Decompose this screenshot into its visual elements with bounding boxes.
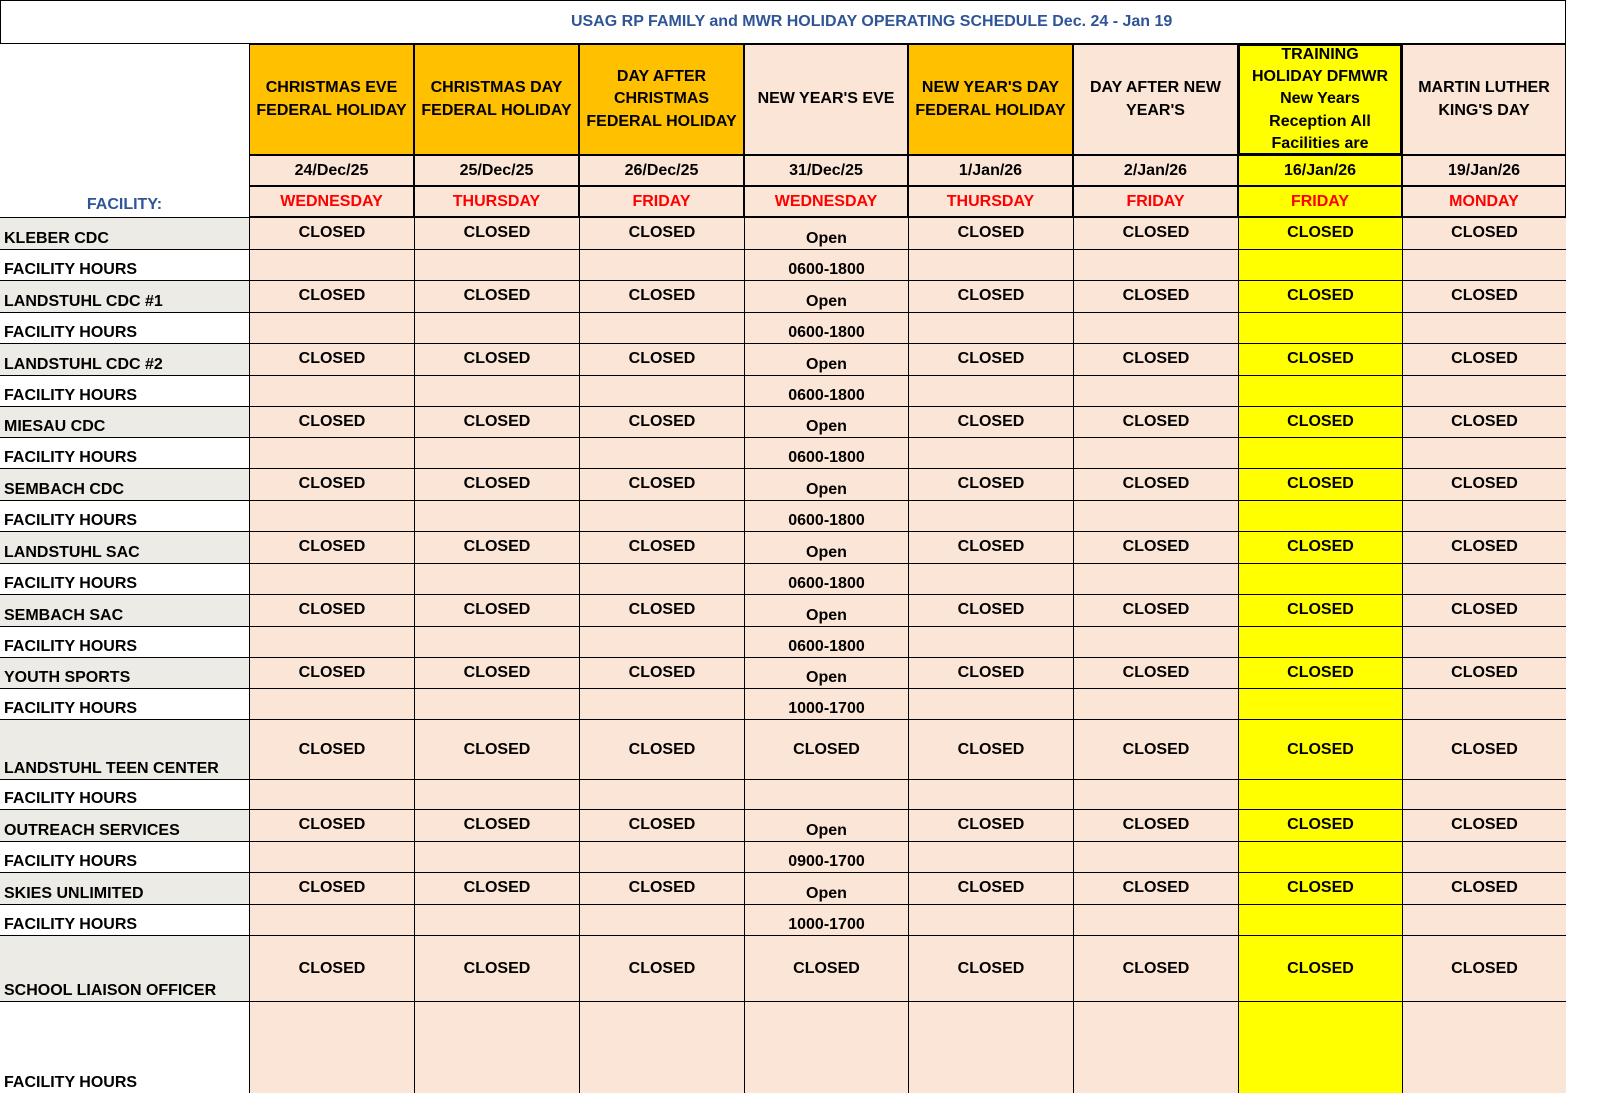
- hours-cell: [414, 437, 579, 468]
- hours-cell: [579, 500, 744, 531]
- column-weekday: THURSDAY: [908, 186, 1073, 217]
- status-cell: Open: [744, 531, 908, 563]
- status-cell: CLOSED: [1402, 809, 1566, 841]
- hours-cell: [1402, 437, 1566, 468]
- status-cell: CLOSED: [1073, 719, 1238, 779]
- hours-cell: [1073, 375, 1238, 406]
- status-cell: CLOSED: [1402, 594, 1566, 626]
- status-cell: CLOSED: [249, 872, 414, 904]
- hours-cell: [414, 375, 579, 406]
- column-date: 16/Jan/26: [1238, 155, 1402, 186]
- status-cell: CLOSED: [1402, 406, 1566, 437]
- column-date: 19/Jan/26: [1402, 155, 1566, 186]
- hours-cell: [1402, 904, 1566, 935]
- hours-cell: [579, 626, 744, 657]
- facility-hours-label: FACILITY HOURS: [0, 249, 249, 280]
- status-cell: CLOSED: [908, 872, 1073, 904]
- hours-cell: [908, 1001, 1073, 1093]
- status-cell: CLOSED: [249, 343, 414, 375]
- hours-cell: [1402, 375, 1566, 406]
- facility-name: SCHOOL LIAISON OFFICER: [0, 935, 249, 1001]
- hours-cell: [908, 841, 1073, 872]
- hours-cell: [1073, 500, 1238, 531]
- hours-cell: [249, 904, 414, 935]
- hours-cell: [249, 1001, 414, 1093]
- hours-cell: [414, 1001, 579, 1093]
- column-header: TRAINING HOLIDAY DFMWR New Years Reception All Facilities are: [1238, 44, 1402, 155]
- hours-cell: [908, 249, 1073, 280]
- hours-cell: [1238, 779, 1402, 809]
- hours-cell: [1238, 563, 1402, 594]
- status-cell: CLOSED: [1238, 719, 1402, 779]
- status-cell: CLOSED: [1238, 935, 1402, 1001]
- hours-cell: [249, 249, 414, 280]
- hours-cell: 1000-1700: [744, 904, 908, 935]
- hours-cell: [414, 688, 579, 719]
- status-cell: CLOSED: [579, 406, 744, 437]
- status-cell: CLOSED: [1402, 217, 1566, 249]
- status-cell: CLOSED: [414, 280, 579, 312]
- status-cell: CLOSED: [1238, 468, 1402, 500]
- page-title: USAG RP FAMILY and MWR HOLIDAY OPERATING SCHEDULE Dec. 24 - Jan 19: [571, 13, 1173, 30]
- hours-cell: 0600-1800: [744, 563, 908, 594]
- status-cell: CLOSED: [1073, 217, 1238, 249]
- status-cell: CLOSED: [908, 657, 1073, 688]
- hours-cell: [414, 500, 579, 531]
- facility-hours-label: FACILITY HOURS: [0, 437, 249, 468]
- hours-cell: [414, 841, 579, 872]
- hours-cell: [1073, 437, 1238, 468]
- facility-name: LANDSTUHL CDC #1: [0, 280, 249, 312]
- column-header: CHRISTMAS DAY FEDERAL HOLIDAY: [414, 44, 579, 155]
- status-cell: CLOSED: [1238, 594, 1402, 626]
- hours-cell: [1238, 500, 1402, 531]
- status-cell: Open: [744, 468, 908, 500]
- column-weekday: WEDNESDAY: [744, 186, 908, 217]
- status-cell: CLOSED: [579, 657, 744, 688]
- status-cell: CLOSED: [908, 935, 1073, 1001]
- hours-cell: [249, 563, 414, 594]
- hours-cell: [908, 626, 1073, 657]
- status-cell: CLOSED: [579, 531, 744, 563]
- status-cell: CLOSED: [1402, 935, 1566, 1001]
- column-weekday: FRIDAY: [1238, 186, 1402, 217]
- hours-cell: [908, 375, 1073, 406]
- status-cell: CLOSED: [1238, 217, 1402, 249]
- status-cell: CLOSED: [249, 217, 414, 249]
- hours-cell: [249, 688, 414, 719]
- hours-cell: [908, 437, 1073, 468]
- hours-cell: [1073, 563, 1238, 594]
- hours-cell: [1073, 779, 1238, 809]
- hours-cell: 0600-1800: [744, 375, 908, 406]
- hours-cell: [579, 688, 744, 719]
- column-header: DAY AFTER NEW YEAR'S: [1073, 44, 1238, 155]
- column-date: 31/Dec/25: [744, 155, 908, 186]
- status-cell: CLOSED: [414, 343, 579, 375]
- facility-column-label: FACILITY:: [86, 196, 163, 213]
- status-cell: CLOSED: [908, 809, 1073, 841]
- status-cell: CLOSED: [579, 594, 744, 626]
- status-cell: CLOSED: [1238, 657, 1402, 688]
- hours-cell: 0600-1800: [744, 437, 908, 468]
- hours-cell: [579, 779, 744, 809]
- hours-cell: [1402, 312, 1566, 343]
- status-cell: CLOSED: [1238, 406, 1402, 437]
- hours-cell: [579, 249, 744, 280]
- status-cell: CLOSED: [414, 468, 579, 500]
- hours-cell: [579, 375, 744, 406]
- hours-cell: 0600-1800: [744, 500, 908, 531]
- hours-cell: [1073, 841, 1238, 872]
- facility-hours-label: FACILITY HOURS: [0, 841, 249, 872]
- hours-cell: 0900-1700: [744, 841, 908, 872]
- facility-name: KLEBER CDC: [0, 217, 249, 249]
- status-cell: CLOSED: [1402, 531, 1566, 563]
- hours-cell: [414, 904, 579, 935]
- status-cell: CLOSED: [579, 280, 744, 312]
- hours-cell: [1402, 841, 1566, 872]
- status-cell: CLOSED: [414, 809, 579, 841]
- hours-cell: [908, 563, 1073, 594]
- hours-cell: [414, 563, 579, 594]
- hours-cell: [1402, 249, 1566, 280]
- hours-cell: 0600-1800: [744, 312, 908, 343]
- hours-cell: [908, 688, 1073, 719]
- status-cell: Open: [744, 217, 908, 249]
- hours-cell: [1073, 904, 1238, 935]
- hours-cell: [579, 1001, 744, 1093]
- facility-name: LANDSTUHL CDC #2: [0, 343, 249, 375]
- hours-cell: 0600-1800: [744, 626, 908, 657]
- hours-cell: [1238, 688, 1402, 719]
- status-cell: CLOSED: [1073, 343, 1238, 375]
- hours-cell: [579, 904, 744, 935]
- status-cell: CLOSED: [908, 719, 1073, 779]
- status-cell: CLOSED: [1402, 280, 1566, 312]
- column-weekday: MONDAY: [1402, 186, 1566, 217]
- hours-cell: [579, 841, 744, 872]
- hours-cell: [1402, 779, 1566, 809]
- facility-name: YOUTH SPORTS: [0, 657, 249, 688]
- facility-name: LANDSTUHL SAC: [0, 531, 249, 563]
- status-cell: CLOSED: [414, 594, 579, 626]
- hours-cell: [414, 249, 579, 280]
- status-cell: CLOSED: [249, 594, 414, 626]
- facility-name: OUTREACH SERVICES: [0, 809, 249, 841]
- facility-name: LANDSTUHL TEEN CENTER: [0, 719, 249, 779]
- hours-cell: [908, 904, 1073, 935]
- status-cell: Open: [744, 872, 908, 904]
- status-cell: CLOSED: [249, 935, 414, 1001]
- status-cell: CLOSED: [1238, 809, 1402, 841]
- status-cell: CLOSED: [249, 809, 414, 841]
- status-cell: CLOSED: [908, 406, 1073, 437]
- column-date: 25/Dec/25: [414, 155, 579, 186]
- hours-cell: [249, 841, 414, 872]
- status-cell: CLOSED: [1238, 531, 1402, 563]
- status-cell: CLOSED: [579, 468, 744, 500]
- status-cell: CLOSED: [908, 468, 1073, 500]
- facility-hours-label: FACILITY HOURS: [0, 500, 249, 531]
- status-cell: CLOSED: [249, 531, 414, 563]
- column-weekday: THURSDAY: [414, 186, 579, 217]
- hours-cell: 0600-1800: [744, 249, 908, 280]
- hours-cell: [744, 779, 908, 809]
- column-header: NEW YEAR'S EVE: [744, 44, 908, 155]
- hours-cell: [908, 500, 1073, 531]
- hours-cell: [1238, 249, 1402, 280]
- status-cell: Open: [744, 280, 908, 312]
- column-weekday: WEDNESDAY: [249, 186, 414, 217]
- facility-hours-label: FACILITY HOURS: [0, 904, 249, 935]
- hours-cell: [249, 779, 414, 809]
- status-cell: CLOSED: [1238, 343, 1402, 375]
- status-cell: CLOSED: [249, 719, 414, 779]
- status-cell: CLOSED: [1402, 468, 1566, 500]
- hours-cell: 1000-1700: [744, 688, 908, 719]
- hours-cell: [1402, 500, 1566, 531]
- hours-cell: [1238, 626, 1402, 657]
- status-cell: Open: [744, 809, 908, 841]
- status-cell: CLOSED: [1073, 468, 1238, 500]
- status-cell: CLOSED: [579, 872, 744, 904]
- status-cell: CLOSED: [579, 217, 744, 249]
- status-cell: CLOSED: [1238, 280, 1402, 312]
- column-weekday: FRIDAY: [1073, 186, 1238, 217]
- facility-hours-label: FACILITY HOURS: [0, 626, 249, 657]
- status-cell: CLOSED: [744, 935, 908, 1001]
- status-cell: CLOSED: [579, 719, 744, 779]
- hours-cell: [1073, 1001, 1238, 1093]
- column-date: 2/Jan/26: [1073, 155, 1238, 186]
- hours-cell: [414, 312, 579, 343]
- status-cell: Open: [744, 594, 908, 626]
- title-bar: [0, 0, 1566, 44]
- status-cell: CLOSED: [908, 594, 1073, 626]
- column-weekday: FRIDAY: [579, 186, 744, 217]
- status-cell: CLOSED: [249, 468, 414, 500]
- hours-cell: [414, 626, 579, 657]
- hours-cell: [249, 312, 414, 343]
- status-cell: CLOSED: [249, 280, 414, 312]
- status-cell: CLOSED: [908, 343, 1073, 375]
- status-cell: CLOSED: [249, 657, 414, 688]
- hours-cell: [1402, 626, 1566, 657]
- status-cell: CLOSED: [414, 872, 579, 904]
- hours-cell: [1402, 1001, 1566, 1093]
- status-cell: CLOSED: [1073, 531, 1238, 563]
- column-date: 24/Dec/25: [249, 155, 414, 186]
- status-cell: CLOSED: [908, 531, 1073, 563]
- column-date: 26/Dec/25: [579, 155, 744, 186]
- facility-hours-label: FACILITY HOURS: [0, 1001, 249, 1093]
- column-header: NEW YEAR'S DAY FEDERAL HOLIDAY: [908, 44, 1073, 155]
- facility-hours-label: FACILITY HOURS: [0, 688, 249, 719]
- hours-cell: [908, 779, 1073, 809]
- hours-cell: [908, 312, 1073, 343]
- hours-cell: [1402, 688, 1566, 719]
- hours-cell: [1238, 312, 1402, 343]
- status-cell: CLOSED: [1238, 872, 1402, 904]
- status-cell: CLOSED: [1073, 935, 1238, 1001]
- status-cell: CLOSED: [1073, 280, 1238, 312]
- hours-cell: [744, 1001, 908, 1093]
- hours-cell: [1238, 904, 1402, 935]
- facility-name: SEMBACH CDC: [0, 468, 249, 500]
- status-cell: CLOSED: [579, 343, 744, 375]
- status-cell: CLOSED: [1073, 406, 1238, 437]
- hours-cell: [1073, 688, 1238, 719]
- hours-cell: [1238, 375, 1402, 406]
- status-cell: CLOSED: [414, 531, 579, 563]
- hours-cell: [414, 779, 579, 809]
- facility-hours-label: FACILITY HOURS: [0, 563, 249, 594]
- status-cell: CLOSED: [1402, 872, 1566, 904]
- hours-cell: [1238, 437, 1402, 468]
- status-cell: CLOSED: [1073, 809, 1238, 841]
- hours-cell: [1402, 563, 1566, 594]
- hours-cell: [1238, 1001, 1402, 1093]
- facility-name: SEMBACH SAC: [0, 594, 249, 626]
- hours-cell: [249, 437, 414, 468]
- hours-cell: [579, 563, 744, 594]
- status-cell: CLOSED: [414, 217, 579, 249]
- status-cell: CLOSED: [1073, 872, 1238, 904]
- column-header: DAY AFTER CHRISTMAS FEDERAL HOLIDAY: [579, 44, 744, 155]
- status-cell: CLOSED: [414, 406, 579, 437]
- status-cell: CLOSED: [414, 719, 579, 779]
- status-cell: CLOSED: [744, 719, 908, 779]
- hours-cell: [1073, 626, 1238, 657]
- hours-cell: [249, 500, 414, 531]
- column-date: 1/Jan/26: [908, 155, 1073, 186]
- hours-cell: [579, 312, 744, 343]
- hours-cell: [249, 375, 414, 406]
- status-cell: CLOSED: [908, 280, 1073, 312]
- hours-cell: [1073, 249, 1238, 280]
- facility-name: MIESAU CDC: [0, 406, 249, 437]
- status-cell: CLOSED: [1402, 657, 1566, 688]
- column-header: MARTIN LUTHER KING'S DAY: [1402, 44, 1566, 155]
- status-cell: CLOSED: [1073, 594, 1238, 626]
- status-cell: CLOSED: [1073, 657, 1238, 688]
- facility-hours-label: FACILITY HOURS: [0, 779, 249, 809]
- status-cell: CLOSED: [908, 217, 1073, 249]
- status-cell: Open: [744, 406, 908, 437]
- status-cell: Open: [744, 657, 908, 688]
- facility-hours-label: FACILITY HOURS: [0, 375, 249, 406]
- status-cell: CLOSED: [414, 657, 579, 688]
- status-cell: CLOSED: [414, 935, 579, 1001]
- status-cell: CLOSED: [249, 406, 414, 437]
- column-header: CHRISTMAS EVE FEDERAL HOLIDAY: [249, 44, 414, 155]
- hours-cell: [1238, 841, 1402, 872]
- status-cell: Open: [744, 343, 908, 375]
- status-cell: CLOSED: [1402, 719, 1566, 779]
- status-cell: CLOSED: [579, 809, 744, 841]
- hours-cell: [579, 437, 744, 468]
- hours-cell: [249, 626, 414, 657]
- facility-hours-label: FACILITY HOURS: [0, 312, 249, 343]
- status-cell: CLOSED: [579, 935, 744, 1001]
- facility-name: SKIES UNLIMITED: [0, 872, 249, 904]
- status-cell: CLOSED: [1402, 343, 1566, 375]
- hours-cell: [1073, 312, 1238, 343]
